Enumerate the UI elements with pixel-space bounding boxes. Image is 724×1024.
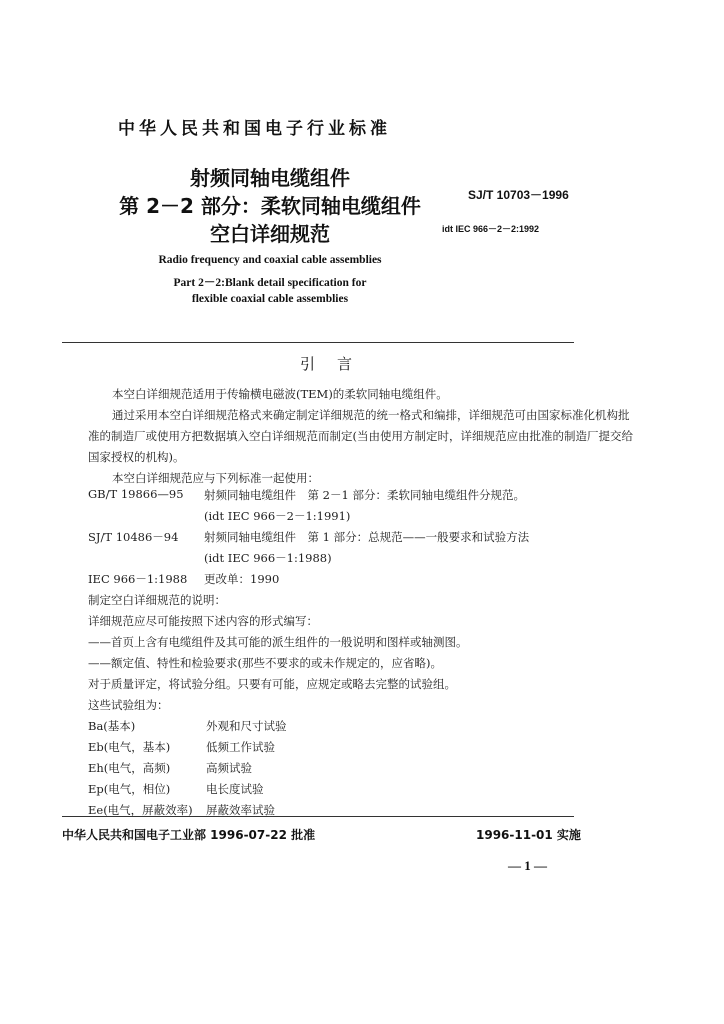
ref-note: (idt IEC 966－2－1:1991)	[204, 509, 351, 523]
ref-code: IEC 966－1:1988	[88, 572, 188, 586]
title-en-line-1: Radio frequency and coaxial cable assemblies	[158, 254, 382, 266]
test-group-desc: 电长度试验	[206, 782, 264, 796]
test-group-desc: 外观和尺寸试验	[206, 719, 287, 733]
ref-note: (idt IEC 966－1:1988)	[204, 551, 332, 565]
paragraph-instructions: 制定空白详细规范的说明：	[88, 593, 226, 607]
test-group-code: Ep(电气，相位)	[88, 782, 171, 796]
ref-title: 更改单：1990	[204, 572, 280, 586]
title-en-line-3: flexible coaxial cable assemblies	[191, 293, 349, 305]
paragraph-format: 通过采用本空白详细规范格式来确定制定详细规范的统一格式和编排，详细规范可由国家标准化机构批准的制造厂或使用方把数据填入空白详细规范而制定(当由使用方制定时，详细规范应由批准的制造厂提交给国家授权的机构)。	[88, 408, 633, 464]
list-item-first-page: ——首页上含有电缆组件及其可能的派生组件的一般说明和图样或轴测图。	[88, 635, 468, 649]
approval-line: 中华人民共和国电子工业部 1996-07-22 批准	[62, 828, 316, 842]
test-group-desc: 低频工作试验	[206, 740, 275, 754]
ref-title: 射频同轴电缆组件 第 2－1 部分：柔软同轴电缆组件分规范。	[204, 488, 525, 502]
idt-reference: idt IEC 966－2－2:1992	[442, 224, 540, 234]
paragraph-groups-intro: 这些试验组为：	[88, 698, 169, 712]
ref-title: 射频同轴电缆组件 第 1 部分：总规范——一般要求和试验方法	[204, 530, 530, 544]
title-en-line-2: Part 2－2:Blank detail specification for	[173, 277, 367, 289]
intro-heading: 引言	[300, 355, 375, 373]
top-divider	[62, 342, 574, 343]
page-number: — 1 —	[508, 858, 547, 873]
title-zh-line-1: 射频同轴电缆组件	[190, 166, 350, 190]
test-group-desc: 屏蔽效率试验	[206, 803, 275, 817]
title-zh-line-2: 第 2－2 部分：柔软同轴电缆组件	[119, 194, 421, 218]
ref-code: GB/T 19866—95	[88, 487, 184, 501]
test-group-code: Ba(基本)	[88, 719, 136, 733]
paragraph-usage: 本空白详细规范应与下列标准一起使用：	[112, 471, 319, 485]
industry-standard-header: 中华人民共和国电子行业标准	[118, 119, 391, 139]
test-group-code: Eb(电气，基本)	[88, 740, 171, 754]
test-group-desc: 高频试验	[206, 761, 252, 775]
ref-code: SJ/T 10486－94	[88, 530, 179, 544]
paragraph-scope: 本空白详细规范适用于传输横电磁波(TEM)的柔软同轴电缆组件。	[112, 387, 448, 401]
standard-number: SJ/T 10703－1996	[468, 188, 569, 202]
paragraph-quality: 对于质量评定，将试验分组。只要有可能，应规定或略去完整的试验组。	[88, 677, 456, 691]
test-group-code: Eh(电气，高频)	[88, 761, 171, 775]
implementation-date: 1996-11-01 实施	[476, 828, 581, 842]
paragraph-format-rule: 详细规范应尽可能按照下述内容的形式编写：	[88, 614, 318, 628]
test-group-code: Ee(电气，屏蔽效率)	[88, 803, 193, 817]
list-item-ratings: ——额定值、特性和检验要求(那些不要求的或未作规定的，应省略)。	[88, 656, 442, 670]
title-zh-line-3: 空白详细规范	[210, 222, 330, 246]
bottom-divider	[62, 816, 574, 817]
